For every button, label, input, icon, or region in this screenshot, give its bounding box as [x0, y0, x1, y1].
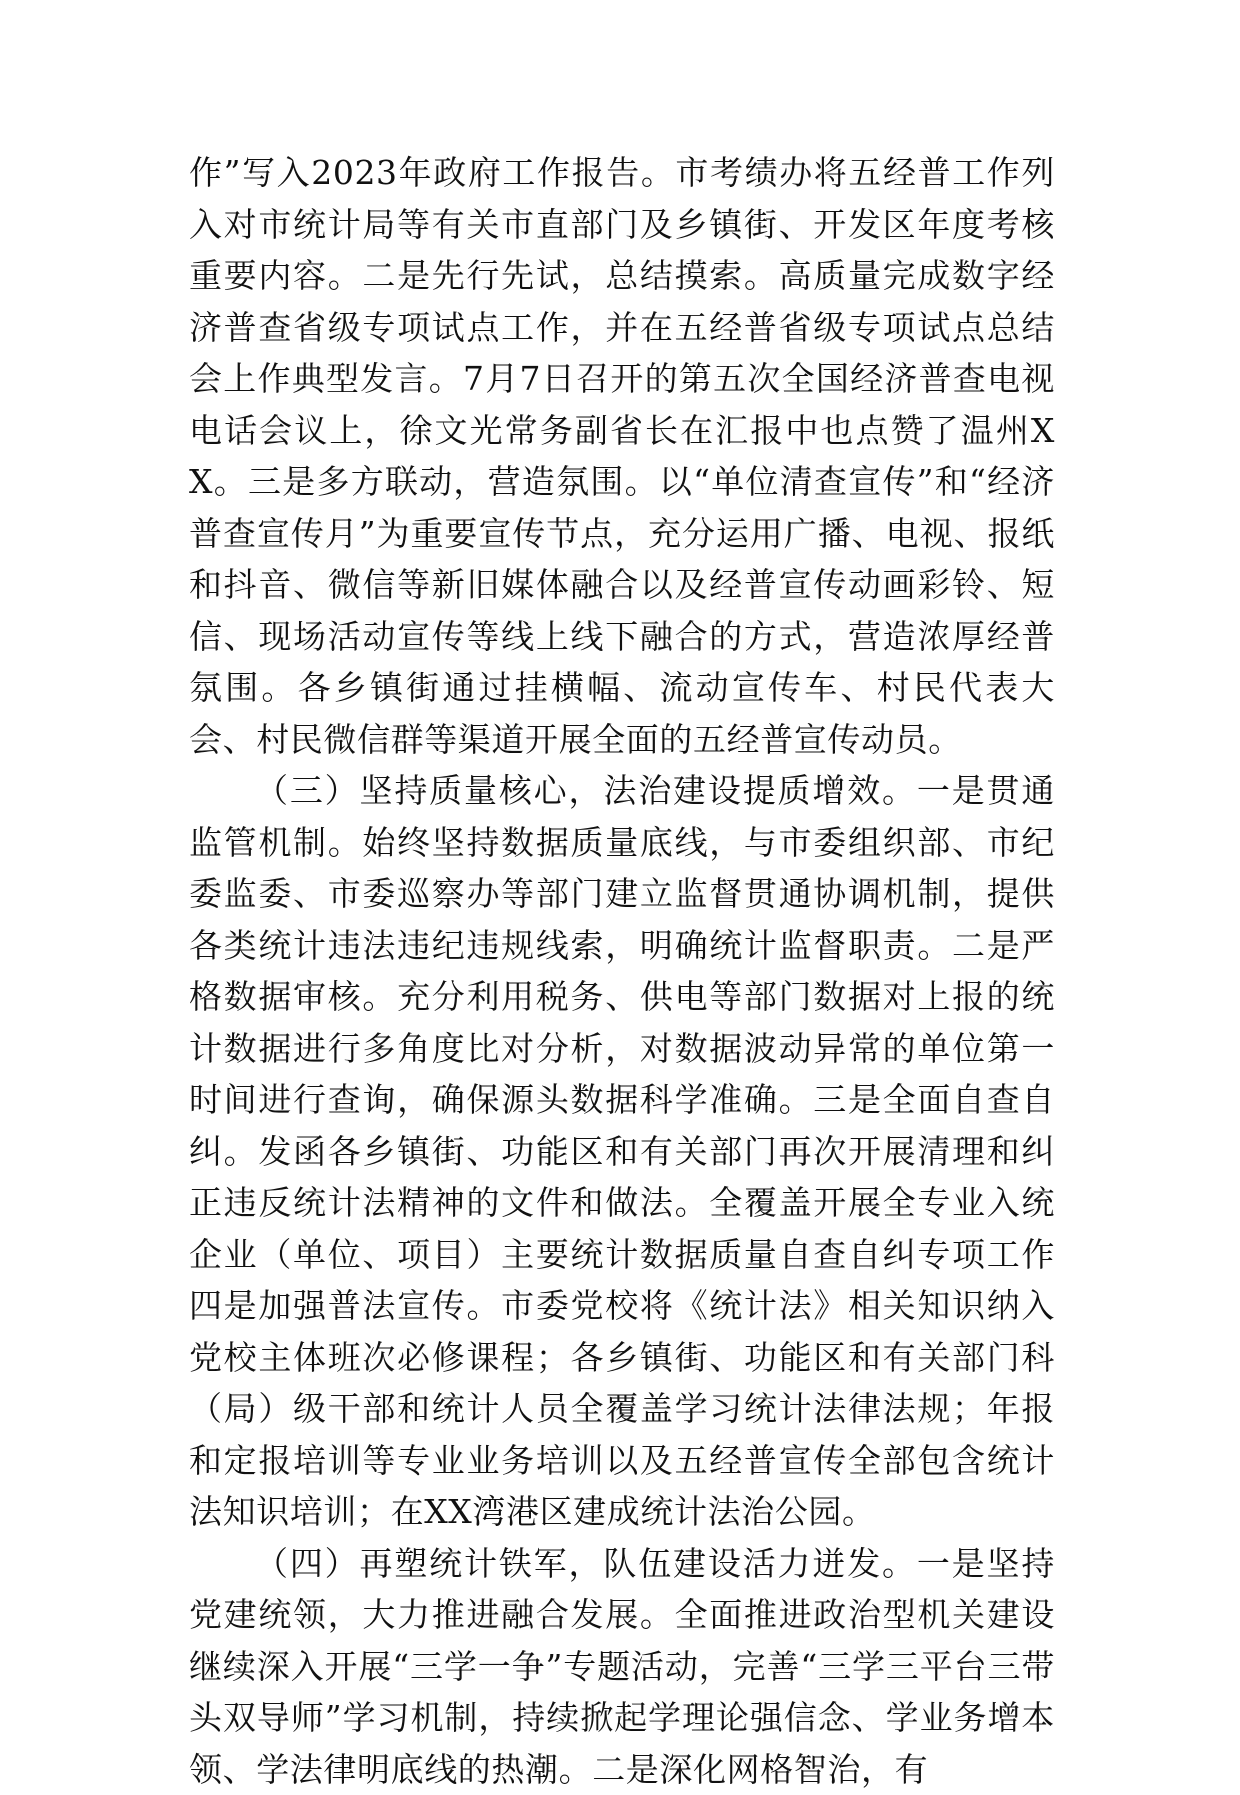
paragraph-continued: 作”写入2023年政府工作报告。市考绩办将五经普工作列入对市统计局等有关市直部门及乡镇街、开发区年度考核重要内容。二是先行先试，总结摸索。高质量完成数字经济普查省级专项试点工作，并在五经普省级专项试点总结会上作典型发言。7月7日召开的第五次全国经济普查电视电话会议上，徐文光常务副省长在汇报中也点赞了温州XX。三是多方联动，营造氛围。以“单位清查宣传”和“经济普查宣传月”为重要宣传节点，充分运用广播、电视、报纸和抖音、微信等新旧媒体融合以及经普宣传动画彩铃、短信、现场活动宣传等线上线下融合的方式，营造浓厚经普氛围。各乡镇街通过挂横幅、流动宣传车、村民代表大会、村民微信群等渠道开展全面的五经普宣传动员。	[189, 147, 1055, 765]
paragraph-section-three: （三）坚持质量核心，法治建设提质增效。一是贯通监管机制。始终坚持数据质量底线，与市委组织部、市纪委监委、市委巡察办等部门建立监督贯通协调机制，提供各类统计违法违纪违规线索，明确统计监督职责。二是严格数据审核。充分利用税务、供电等部门数据对上报的统计数据进行多角度比对分析，对数据波动异常的单位第一时间进行查询，确保源头数据科学准确。三是全面自查自纠。发函各乡镇街、功能区和有关部门再次开展清理和纠正违反统计法精神的文件和做法。全覆盖开展全专业入统企业（单位、项目）主要统计数据质量自查自纠专项工作四是加强普法宣传。市委党校将《统计法》相关知识纳入党校主体班次必修课程；各乡镇街、功能区和有关部门科（局）级干部和统计人员全覆盖学习统计法律法规；年报和定报培训等专业业务培训以及五经普宣传全部包含统计法知识培训；在XX湾港区建成统计法治公园。	[189, 765, 1055, 1538]
paragraph-section-four: （四）再塑统计铁军，队伍建设活力迸发。一是坚持党建统领，大力推进融合发展。全面推进政治型机关建设继续深入开展“三学一争”专题活动，完善“三学三平台三带头双导师”学习机制，持续掀起学理论强信念、学业务增本领、学法律明底线的热潮。二是深化网格智治，有	[189, 1538, 1055, 1795]
document-body	[189, 147, 1055, 1795]
